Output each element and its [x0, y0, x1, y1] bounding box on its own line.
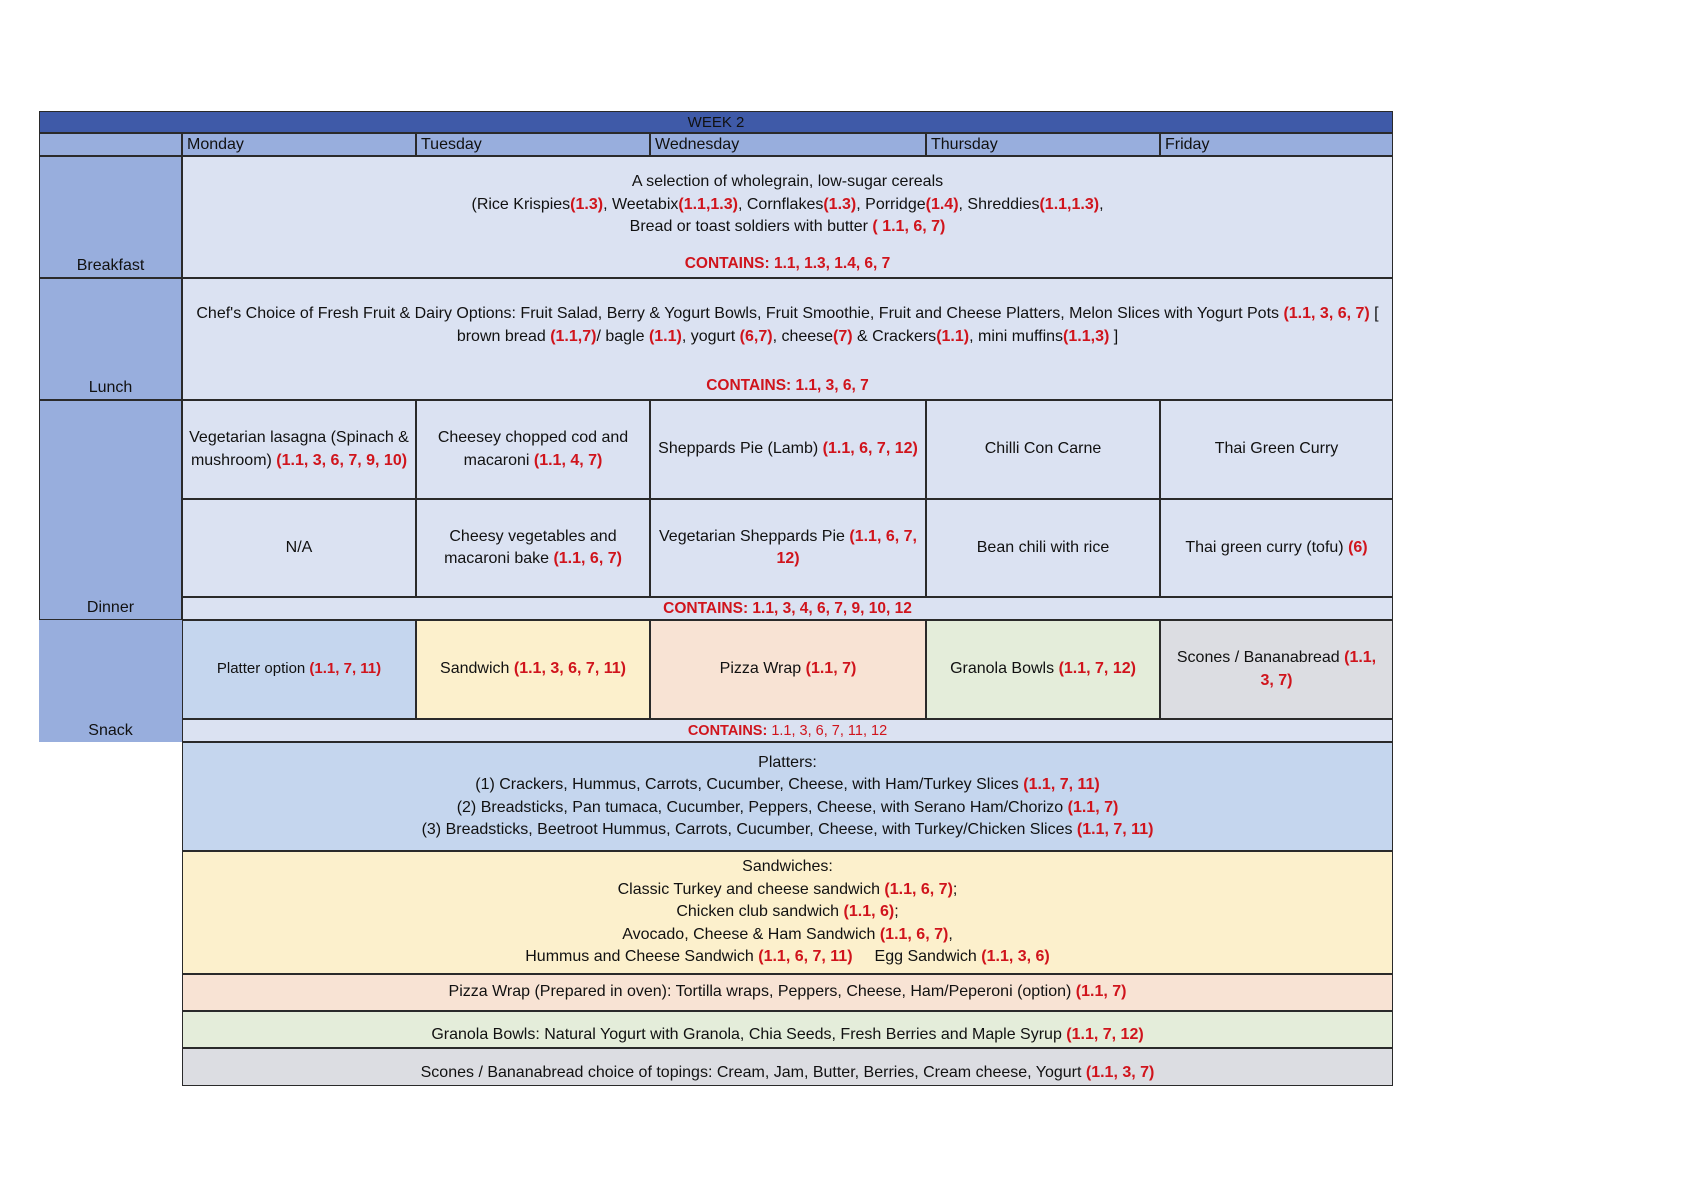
dinner-1-monday: Vegetarian lasagna (Spinach & mushroom) (1.1, 3, 6, 7, 9, 10): [182, 400, 416, 499]
platters-title: Platters:: [758, 753, 817, 771]
lunch-text: Chef's Choice of Fresh Fruit & Dairy Options: Fruit Salad, Berry & Yogurt Bowls, Fruit Smoothie, Fruit and Cheese Platters, Melon Slices with Yogurt Pots (1.1, 3, 6, 7) [ brown bread (1.1,7)/ bagle (1.1), yogurt (6,7), cheese(7) & Crackers(1.1), mini muffins(1.1,3) ]: [196, 305, 1379, 345]
sandwich-line: Chicken club sandwich (1.1, 6);: [676, 903, 899, 921]
row-label-breakfast: Breakfast: [39, 156, 182, 278]
snack-contains: CONTAINS: 1.1, 3, 6, 7, 11, 12: [182, 719, 1393, 742]
platters-detail: [182, 742, 1393, 851]
dinner-1-friday: Thai Green Curry: [1160, 400, 1393, 499]
day-header-tuesday: Tuesday: [416, 133, 650, 156]
platter-line: (1) Crackers, Hummus, Carrots, Cucumber, Cheese, with Ham/Turkey Slices (1.1, 7, 11): [475, 776, 1100, 793]
breakfast-line-1: A selection of wholegrain, low-sugar cereals: [631, 173, 944, 190]
day-header-thursday: Thursday: [926, 133, 1160, 156]
dinner-contains: CONTAINS: 1.1, 3, 4, 6, 7, 9, 10, 12: [182, 597, 1393, 620]
corner-header-cell: [39, 133, 182, 156]
sandwich-line: Hummus and Cheese Sandwich (1.1, 6, 7, 11) Egg Sandwich (1.1, 3, 6): [525, 948, 1050, 966]
dinner-2-thursday: Bean chili with rice: [926, 499, 1160, 597]
dinner-2-wednesday: Vegetarian Sheppards Pie (1.1, 6, 7, 12): [650, 499, 926, 597]
row-label-snack: Snack: [39, 620, 182, 742]
sandwiches-title: Sandwiches:: [742, 858, 833, 876]
row-label-lunch: Lunch: [39, 278, 182, 400]
day-header-monday: Monday: [182, 133, 416, 156]
breakfast-line-3: Bread or toast soldiers with butter ( 1.1, 6, 7): [629, 218, 946, 235]
day-header-wednesday: Wednesday: [650, 133, 926, 156]
snack-tuesday: Sandwich (1.1, 3, 6, 7, 11): [416, 620, 650, 719]
dinner-2-friday: Thai green curry (tofu) (6): [1160, 499, 1393, 597]
granola-detail: Granola Bowls: Natural Yogurt with Granola, Chia Seeds, Fresh Berries and Maple Syrup (1.1, 7, 12): [182, 1011, 1393, 1048]
dinner-1-tuesday: Cheesey chopped cod and macaroni (1.1, 4, 7): [416, 400, 650, 499]
dinner-2-monday: N/A: [182, 499, 416, 597]
breakfast-contains: CONTAINS: 1.1, 1.3, 1.4, 6, 7: [684, 254, 891, 272]
scones-detail: Scones / Bananabread choice of topings: Cream, Jam, Butter, Berries, Cream cheese, Yogurt (1.1, 3, 7): [182, 1048, 1393, 1086]
breakfast-cell: [182, 156, 1393, 278]
snack-friday: Scones / Bananabread (1.1, 3, 7): [1160, 620, 1393, 719]
platter-line: (3) Breadsticks, Beetroot Hummus, Carrots, Cucumber, Cheese, with Turkey/Chicken Slices (1.1, 7, 11): [421, 821, 1154, 838]
snack-thursday: Granola Bowls (1.1, 7, 12): [926, 620, 1160, 719]
lunch-cell: [182, 278, 1393, 400]
breakfast-line-2: (Rice Krispies(1.3), Weetabix(1.1,1.3), Cornflakes(1.3), Porridge(1.4), Shreddies(1.1,1.3),: [471, 195, 1104, 213]
sandwiches-detail: [182, 851, 1393, 974]
dinner-1-thursday: Chilli Con Carne: [926, 400, 1160, 499]
pizza-wrap-detail: Pizza Wrap (Prepared in oven): Tortilla wraps, Peppers, Cheese, Ham/Peperoni (option) (1.1, 7): [182, 974, 1393, 1011]
snack-monday: Platter option (1.1, 7, 11): [182, 620, 416, 719]
sandwich-line: Classic Turkey and cheese sandwich (1.1, 6, 7);: [617, 880, 958, 898]
platter-line: (2) Breadsticks, Pan tumaca, Cucumber, Peppers, Cheese, with Serano Ham/Chorizo (1.1, 7): [456, 798, 1119, 816]
dinner-2-tuesday: Cheesy vegetables and macaroni bake (1.1, 6, 7): [416, 499, 650, 597]
day-header-friday: Friday: [1160, 133, 1393, 156]
row-label-dinner: Dinner: [39, 400, 182, 620]
lunch-contains: CONTAINS: 1.1, 3, 6, 7: [706, 376, 869, 394]
sandwich-line: Avocado, Cheese & Ham Sandwich (1.1, 6, 7),: [622, 925, 953, 943]
snack-wednesday: Pizza Wrap (1.1, 7): [650, 620, 926, 719]
week-title: WEEK 2: [39, 111, 1393, 133]
dinner-1-wednesday: Sheppards Pie (Lamb) (1.1, 6, 7, 12): [650, 400, 926, 499]
